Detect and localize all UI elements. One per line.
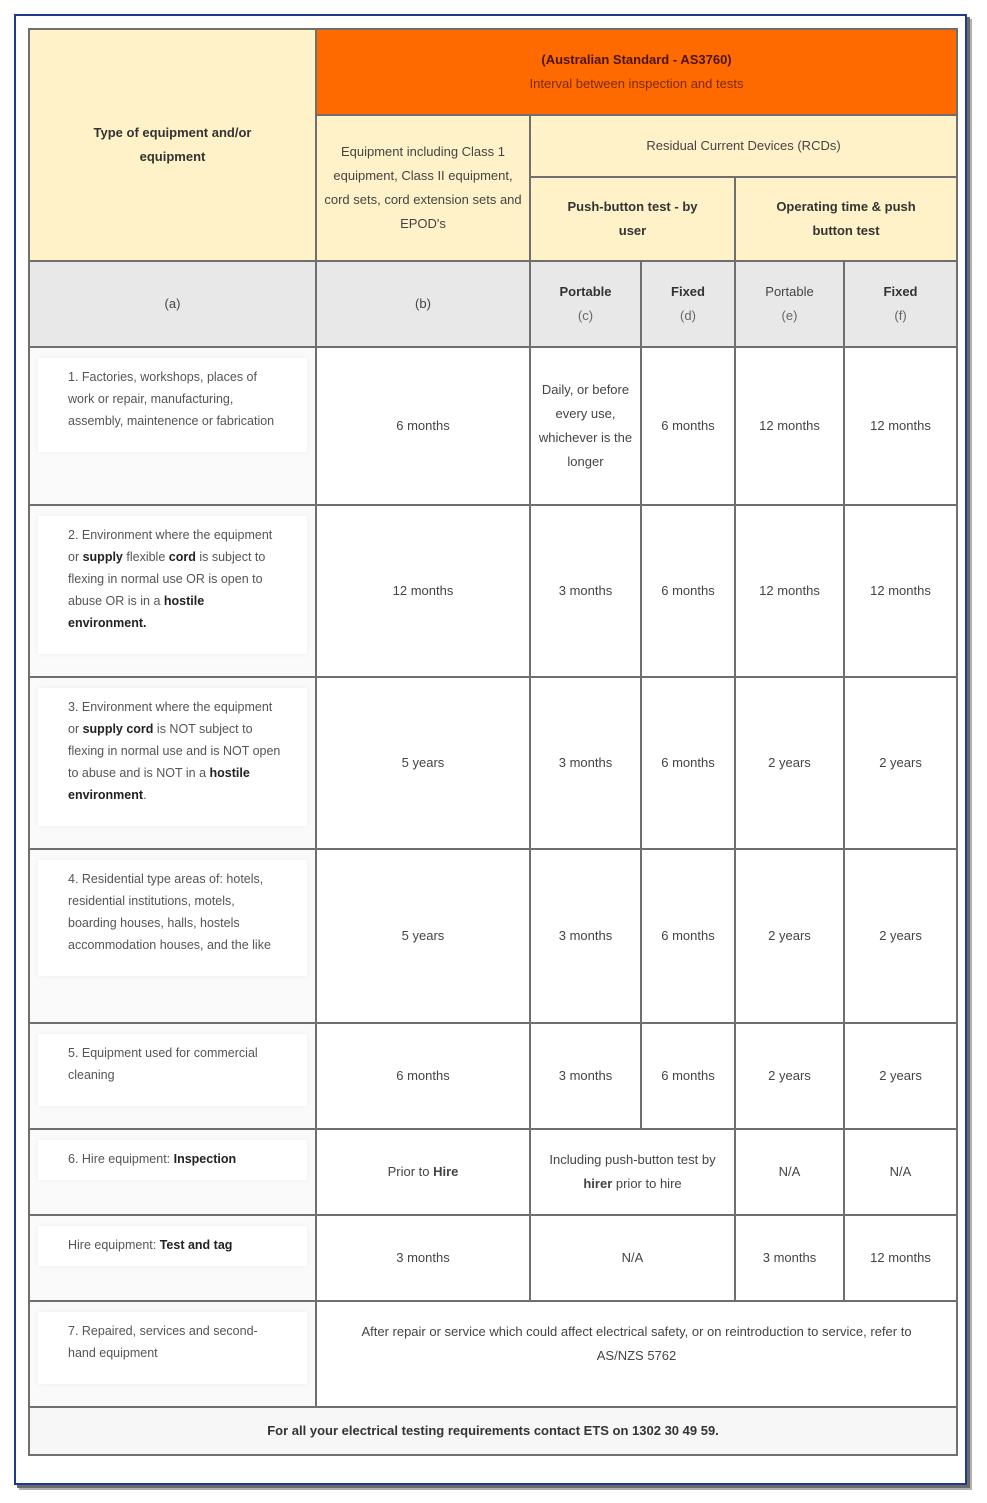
equipment-col-label: Equipment including Class 1 equipment, Class II equipment, cord sets, cord extension sets and EPOD's [324,144,522,231]
row-7-desc-b: Test and tag [159,1238,233,1252]
table-row [29,1301,957,1407]
row-7-cd: N/A [621,1250,644,1265]
row-1-f: 12 months [870,418,931,433]
cell-cd [530,1129,735,1215]
row-1-d: 6 months [661,418,715,433]
row-6-desc-a: 6. Hire equipment: [68,1152,174,1166]
row-2-d: 6 months [661,583,715,598]
row-2-desc-e: is subject to flexing in normal use OR is open to abuse OR is in a [68,550,266,608]
row-6-cd-b: hirer [583,1176,613,1191]
table-row [29,347,957,505]
row-6-desc-b: Inspection [173,1152,237,1166]
col-letter-a [29,261,316,347]
row-2-desc-c: flexible [122,550,169,564]
cell-b [316,677,530,849]
table-row [29,1023,957,1129]
row-3-desc-d: hostile environment [68,766,250,802]
row-description [29,347,316,505]
row-3-desc-a: 3. Environment where the equipment or [68,700,273,736]
cell-e [735,1215,844,1301]
row-description [29,1129,316,1215]
cell-b [316,1023,530,1129]
row-3-c: 3 months [558,755,613,770]
row-description [29,1023,316,1129]
row-6-b-a: Prior to [387,1164,434,1179]
col-letter-d [641,261,735,347]
row-6-cd-a: Including push-button test by [549,1152,716,1167]
row-5-desc: 5. Equipment used for commercial cleaning [68,1046,258,1082]
push-button-header [530,177,735,261]
col-letter-c [530,261,641,347]
letter-d: (d) [680,308,696,323]
cell-e [735,849,844,1023]
row-2-desc-a: 2. Environment where the equipment or [68,528,273,564]
cell-d [641,849,735,1023]
row-7-f: 12 months [870,1250,931,1265]
row-2-desc-b: supply [82,550,123,564]
row-2-e: 12 months [759,583,820,598]
row-2-desc-d: cord [168,550,196,564]
operating-label: Operating time & push button test [776,199,916,238]
cell-f [844,1129,957,1215]
row-5-d: 6 months [661,1068,715,1083]
cell-c [530,1023,641,1129]
cell-e [735,1023,844,1129]
cell-f [844,1215,957,1301]
cell-f [844,677,957,849]
letter-b: (b) [415,296,431,311]
row-5-f: 2 years [879,1068,922,1083]
row-3-desc-c: is NOT subject to flexing in normal use and is NOT open to abuse and is NOT in a [68,722,281,780]
row-5-c: 3 months [558,1068,613,1083]
row-6-e: N/A [778,1164,801,1179]
cell-c [530,849,641,1023]
cell-e [735,347,844,505]
row-3-desc-b: supply cord [82,722,154,736]
fixed-f-label: Fixed [883,284,918,299]
portable-c-label: Portable [559,284,612,299]
letter-e: (e) [781,308,798,323]
row-4-b: 5 years [401,928,445,943]
row-1-e: 12 months [759,418,820,433]
row-1-b: 6 months [396,418,450,433]
row-description [29,1301,316,1407]
inspection-table [28,28,958,1456]
row-3-e: 2 years [768,755,811,770]
equipment-col-header [316,115,530,261]
row-4-e: 2 years [768,928,811,943]
row-6-b-b: Hire [433,1164,459,1179]
cell-b [316,505,530,677]
cell-e [735,677,844,849]
row-4-c: 3 months [558,928,613,943]
row-description [29,849,316,1023]
table-row [29,505,957,677]
cell-d [641,677,735,849]
standard-title: (Australian Standard - AS3760) [541,52,732,67]
portable-e-label: Portable [765,284,814,299]
cell-f [844,347,957,505]
row-description [29,1215,316,1301]
cell-c [530,505,641,677]
row-2-f: 12 months [870,583,931,598]
cell-f [844,505,957,677]
row-6-cd-c: prior to hire [612,1176,682,1191]
row-description [29,677,316,849]
letter-c: (c) [577,308,594,323]
row-6-f: N/A [889,1164,912,1179]
footer-cell [29,1407,957,1455]
row-2-b: 12 months [392,583,454,598]
rcd-header [530,115,957,177]
row-3-d: 6 months [661,755,715,770]
row-7-desc-a: Hire equipment: [68,1238,160,1252]
rcd-label: Residual Current Devices (RCDs) [646,138,841,153]
letter-a: (a) [164,296,181,311]
row-4-f: 2 years [879,928,922,943]
cell-span [316,1301,957,1407]
standard-subtitle: Interval between inspection and tests [529,76,744,91]
col-letter-b [316,261,530,347]
operating-header [735,177,957,261]
row-3-b: 5 years [401,755,445,770]
col-letter-e [735,261,844,347]
cell-c [530,347,641,505]
cell-d [641,505,735,677]
row-4-d: 6 months [661,928,715,943]
push-button-label: Push-button test - by user [567,199,698,238]
cell-b [316,347,530,505]
row-8-desc: 7. Repaired, services and second-hand equipment [68,1324,258,1360]
cell-b [316,1215,530,1301]
table-row [29,849,957,1023]
type-header [29,29,316,261]
col-letter-f [844,261,957,347]
row-3-f: 2 years [879,755,922,770]
row-1-c: Daily, or before every use, whichever is the longer [538,382,633,469]
row-7-b: 3 months [396,1250,450,1265]
cell-d [641,347,735,505]
cell-b [316,849,530,1023]
fixed-d-label: Fixed [671,284,705,299]
cell-e [735,1129,844,1215]
row-5-b: 6 months [396,1068,450,1083]
table-row [29,677,957,849]
row-2-c: 3 months [558,583,613,598]
row-8-span: After repair or service which could affect electrical safety, or on reintroduction to service, refer to AS/NZS 5762 [361,1324,912,1363]
table-row [29,1129,957,1215]
cell-cd [530,1215,735,1301]
cell-b [316,1129,530,1215]
cell-e [735,505,844,677]
cell-f [844,849,957,1023]
row-3-desc-e: . [143,788,147,802]
row-description [29,505,316,677]
cell-f [844,1023,957,1129]
type-header-label: Type of equipment and/or equipment [93,125,252,164]
footer-text: For all your electrical testing requirements contact ETS on 1302 30 49 59. [267,1423,719,1438]
table-row [29,1215,957,1301]
standard-header [316,29,957,115]
row-7-e: 3 months [762,1250,817,1265]
row-5-e: 2 years [768,1068,811,1083]
row-4-desc: 4. Residential type areas of: hotels, residential institutions, motels, boarding houses, halls, hostels accommodation houses, and the like [68,872,271,952]
letter-f: (f) [894,308,907,323]
cell-c [530,677,641,849]
row-2-desc-f: hostile environment. [68,594,205,630]
row-1-desc: 1. Factories, workshops, places of work or repair, manufacturing, assembly, maintenence or fabrication [68,370,275,428]
cell-d [641,1023,735,1129]
